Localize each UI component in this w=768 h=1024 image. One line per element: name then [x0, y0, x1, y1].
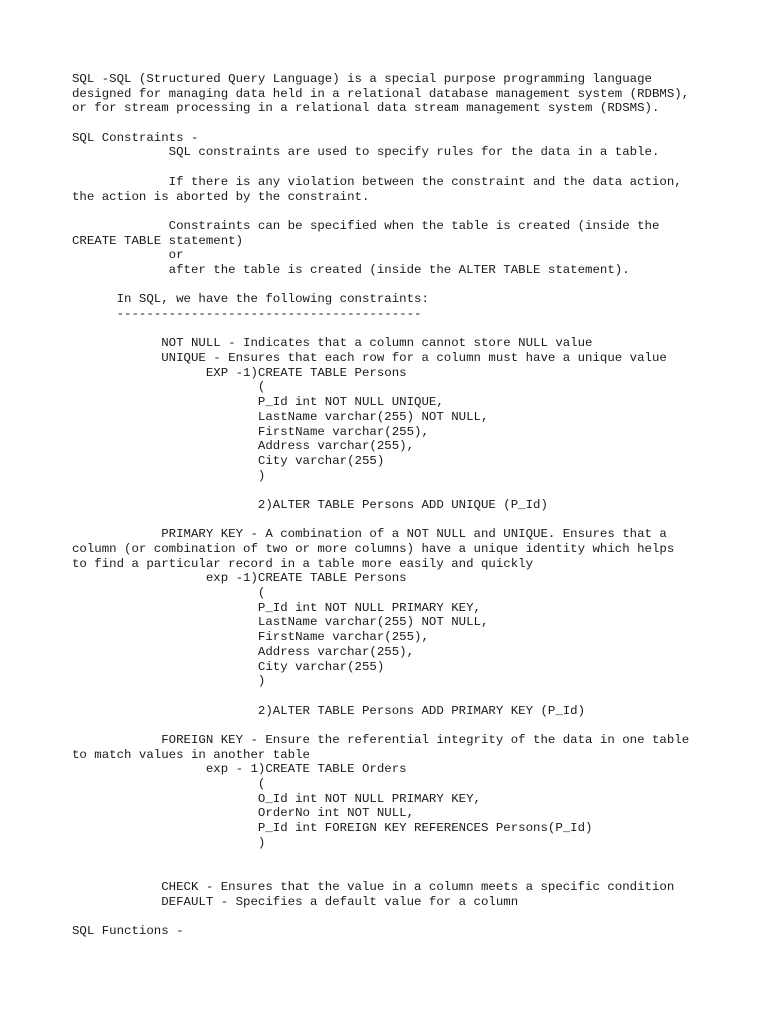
document-line: CHECK - Ensures that the value in a column meets a specific condition	[72, 879, 675, 894]
document-line: column (or combination of two or more columns) have a unique identity which helps	[72, 542, 675, 556]
document-line: designed for managing data held in a relational database management system (RDBMS),	[72, 86, 690, 101]
document-line: 2)ALTER TABLE Persons ADD UNIQUE (P_Id)	[72, 497, 548, 512]
document-line: FirstName varchar(255),	[72, 424, 429, 439]
document-line: P_Id int FOREIGN KEY REFERENCES Persons(P_Id)	[72, 821, 593, 836]
document-line	[72, 865, 712, 880]
document-line: UNIQUE - Ensures that each row for a column must have a unique value	[72, 351, 667, 366]
document-line: Address varchar(255),	[72, 644, 415, 659]
document-line: Constraints can be specified when the table is created (inside the	[72, 218, 660, 233]
document-line	[72, 850, 712, 865]
document-line: DEFAULT - Specifies a default value for a column	[72, 894, 519, 909]
document-line	[72, 160, 712, 175]
document-line: SQL constraints are used to specify rules for the data in a table.	[72, 145, 660, 160]
document-line: )	[72, 468, 266, 483]
document-line: P_Id int NOT NULL PRIMARY KEY,	[72, 600, 481, 615]
document-line	[72, 204, 712, 219]
document-line: (	[72, 777, 266, 791]
document-line: after the table is created (inside the ALTER TABLE statement).	[72, 262, 630, 277]
document-line: exp -1)CREATE TABLE Persons	[72, 571, 407, 586]
document-line: PRIMARY KEY - A combination of a NOT NULL and UNIQUE. Ensures that a	[72, 527, 667, 542]
document-line: or	[72, 248, 184, 263]
document-line	[72, 278, 712, 293]
document-line: NOT NULL - Indicates that a column cannot store NULL value	[72, 336, 593, 351]
document-line: City varchar(255)	[72, 453, 385, 468]
document-line: (	[72, 380, 266, 395]
document-line: P_Id int NOT NULL UNIQUE,	[72, 395, 444, 410]
document-line: Address varchar(255),	[72, 439, 415, 454]
document-line	[72, 513, 712, 528]
document-line: the action is aborted by the constraint.	[72, 189, 370, 204]
document-line: CREATE TABLE statement)	[72, 233, 244, 248]
document-line: 2)ALTER TABLE Persons ADD PRIMARY KEY (P_Id)	[72, 703, 586, 718]
document-line: SQL Functions -	[72, 923, 184, 938]
document-line: SQL -SQL (Structured Query Language) is a special purpose programming language	[72, 72, 652, 86]
document-line: O_Id int NOT NULL PRIMARY KEY,	[72, 791, 481, 806]
document-line	[72, 689, 712, 704]
document-line	[72, 483, 712, 498]
document-line	[72, 116, 712, 131]
document-line: -----------------------------------------	[72, 307, 422, 321]
document-line: SQL Constraints -	[72, 130, 199, 145]
document-line: FOREIGN KEY - Ensure the referential integrity of the data in one table	[72, 732, 690, 747]
document-line	[72, 322, 712, 337]
document-line: City varchar(255)	[72, 659, 385, 674]
document-line: )	[72, 674, 266, 689]
document-line: exp - 1)CREATE TABLE Orders	[72, 762, 407, 777]
document-line: LastName varchar(255) NOT NULL,	[72, 615, 489, 630]
document-line: OrderNo int NOT NULL,	[72, 806, 415, 821]
document-line: to find a particular record in a table more easily and quickly	[72, 556, 534, 571]
document-body	[72, 72, 712, 939]
document-line	[72, 718, 712, 733]
document-line: to match values in another table	[72, 747, 310, 762]
document-line	[72, 909, 712, 924]
document-line: (	[72, 586, 266, 601]
document-line: EXP -1)CREATE TABLE Persons	[72, 365, 407, 380]
document-line: LastName varchar(255) NOT NULL,	[72, 409, 489, 424]
document-line: or for stream processing in a relational data stream management system (RDSMS).	[72, 101, 660, 116]
document-line: FirstName varchar(255),	[72, 630, 429, 645]
document-line: If there is any violation between the constraint and the data action,	[72, 174, 682, 189]
document-line: In SQL, we have the following constraints:	[72, 292, 429, 307]
document-line: )	[72, 835, 266, 850]
